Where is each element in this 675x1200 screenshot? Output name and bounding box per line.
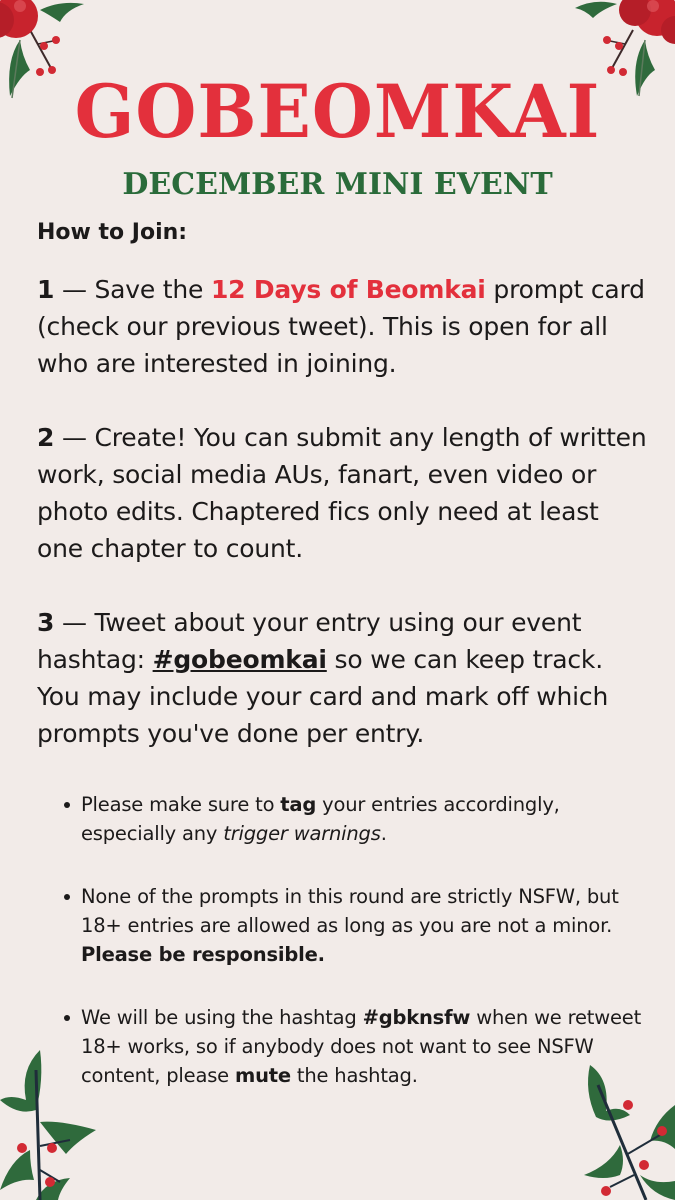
event-title: GOBEOMKAI — [74, 67, 601, 156]
event-subtitle: DECEMBER MINI EVENT — [122, 167, 553, 202]
step-number: 1 — [37, 275, 55, 304]
step-1: 1 — Save the 12 Days of Beomkai prompt card (check our previous tweet). This is open for all who are interested in joining. — [37, 275, 645, 378]
step-2: 2 — Create! You can submit any length of written work, social media AUs, fanart, even video or photo edits. Chaptered fics only need at least one chapter to count. — [37, 423, 647, 563]
list-item: None of the prompts in this round are strictly NSFW, but 18+ entries are allowed as long as you are not a minor. Please be responsible. — [81, 882, 651, 969]
event-hashtag[interactable]: #gobeomkai — [152, 645, 327, 674]
list-item: We will be using the hashtag #gbknsfw when we retweet 18+ works, so if anybody does not want to see NSFW content, please mute the hashtag. — [81, 1003, 651, 1090]
how-to-join-heading: How to Join: — [37, 220, 188, 245]
step-number: 2 — [37, 423, 55, 452]
notes-list — [37, 790, 651, 1090]
nsfw-hashtag[interactable]: #gbknsfw — [362, 1006, 471, 1029]
prompt-card-name: 12 Days of Beomkai — [210, 275, 486, 304]
instructions — [37, 220, 647, 1124]
step-3: 3 — Tweet about your entry using our event hashtag: #gobeomkai so we can keep track. You may include your card and mark off which prompts you've done per entry. — [37, 608, 609, 748]
step-number: 3 — [37, 608, 55, 637]
list-item: Please make sure to tag your entries accordingly, especially any trigger warnings. — [81, 790, 651, 848]
